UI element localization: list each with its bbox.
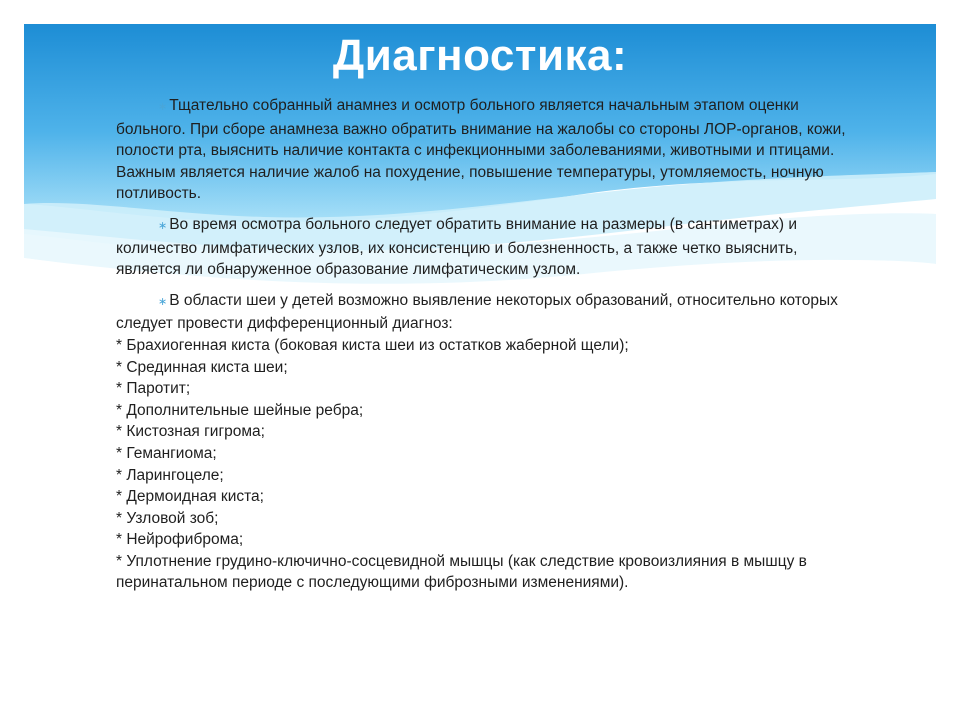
slide-content	[116, 95, 856, 594]
list-item: * Брахиогенная киста (боковая киста шеи из остатков жаберной щели);	[116, 336, 629, 354]
paragraph-examination: ∗ Во время осмотра больного следует обратить внимание на размеры (в сантиметрах) и количество лимфатических узлов, их консистенцию и болезненность, а также четко выяснить, является ли обнаруженное образование лимфатическим узлом.	[116, 215, 798, 279]
list-item: * Нейрофиброма;	[116, 531, 244, 549]
asterisk-bullet-icon: ∗	[158, 101, 168, 113]
list-item: * Дополнительные шейные ребра;	[116, 401, 364, 419]
list-item: * Срединная киста шеи;	[116, 358, 288, 376]
list-item: * Уплотнение грудино-ключично-сосцевидной мышцы (как следствие кровоизлияния в мышцу в перинатальном периоде с последующими фиброзными изменениями).	[116, 552, 807, 592]
list-item: * Кистозная гигрома;	[116, 423, 265, 441]
asterisk-bullet-icon: ∗	[158, 219, 168, 232]
list-item: * Гемангиома;	[116, 444, 217, 462]
slide-title: Диагностика:	[332, 31, 628, 80]
list-item: * Узловой зоб;	[116, 509, 219, 527]
paragraph-differential: ∗ В области шеи у детей возможно выявление некоторых образований, относительно которых следует провести дифференционный диагноз:	[116, 291, 838, 333]
list-item: * Ларингоцеле;	[116, 466, 224, 484]
differential-list	[116, 335, 856, 594]
list-item: * Дермоидная киста;	[116, 488, 264, 506]
list-item: * Паротит;	[116, 380, 191, 398]
asterisk-bullet-icon: ∗	[158, 295, 168, 308]
paragraph-history: ∗ Тщательно собранный анамнез и осмотр больного является начальным этапом оценки больного. При сборе анамнеза важно обратить внимание на жалобы со стороны ЛОР-органов, кожи, полости рта, выяснить наличие контакта с инфекционными заболеваниями, животными и птицами. Важным является наличие жалоб на похудение, повышение температуры, утомляемость, ночную потливость.	[116, 97, 846, 203]
